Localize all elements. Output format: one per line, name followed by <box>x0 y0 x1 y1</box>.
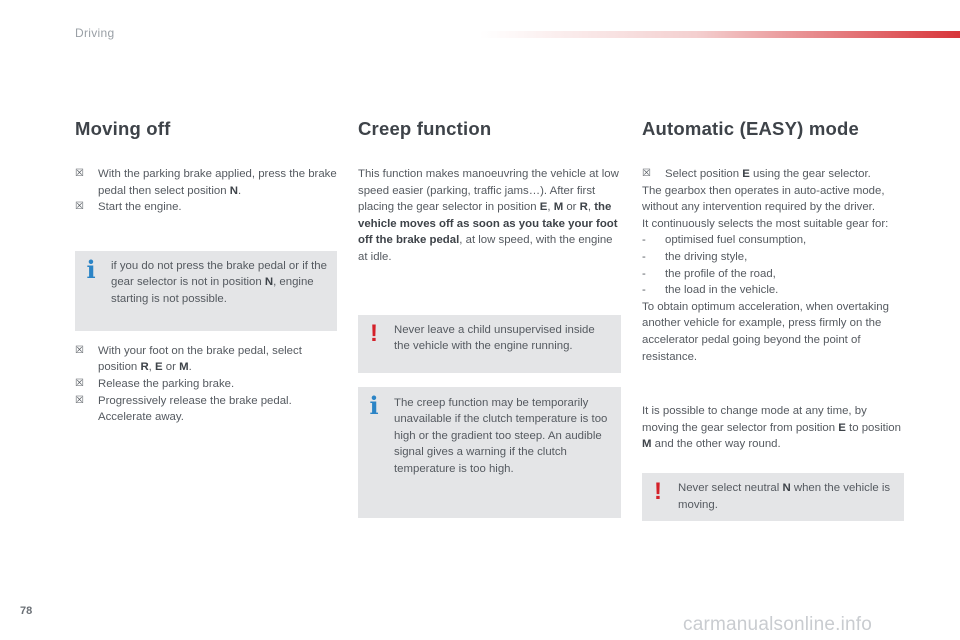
list-item: - optimised fuel consumption, <box>642 234 807 247</box>
moving-off-steps-b <box>75 343 337 426</box>
creep-function-title: Creep function <box>358 118 492 139</box>
moving-off-section <box>75 118 337 426</box>
easy-mode-criteria-list <box>642 232 904 298</box>
warning-note-box: ! Never leave a child unsupervised inside the vehicle with the engine running. <box>358 315 621 373</box>
list-item: ☒ Start the engine. <box>75 199 337 216</box>
creep-function-section <box>358 118 621 518</box>
info-note-box: i if you do not press the brake pedal or if the gear selector is not in position N, engine starting is not possible. <box>75 251 337 331</box>
creep-function-body: This function makes manoeuvring the vehicle at low speed easier (parking, traffic jams…). After first placing the gear selector in position E, M or R, the vehicle moves off as soon as you take your foot off the brake pedal, at low speed, with the engine at idle. <box>358 168 619 263</box>
info-icon: i <box>369 390 379 420</box>
easy-mode-para3: To obtain optimum acceleration, when overtaking another vehicle for example, press firmly on the accelerator pedal going beyond the point of resistance. <box>642 300 889 363</box>
checkbox-bullet-icon: ☒ <box>75 394 84 406</box>
list-item: - the driving style, <box>642 250 748 263</box>
easy-mode-section <box>642 118 904 521</box>
list-item: ☒ With the parking brake applied, press the brake pedal then select position N. <box>75 168 337 197</box>
easy-mode-para1: The gearbox then operates in auto-active mode, without any intervention required by the driver. <box>642 184 885 214</box>
easy-mode-para4: It is possible to change mode at any time, by moving the gear selector from position E to position M and the other way round. <box>642 405 901 451</box>
easy-mode-title: Automatic (EASY) mode <box>642 118 859 139</box>
info-icon: i <box>86 254 96 284</box>
page-number: 78 <box>20 605 33 617</box>
checkbox-bullet-icon: ☒ <box>642 168 651 179</box>
moving-off-title: Moving off <box>75 118 171 139</box>
easy-mode-step <box>642 166 904 183</box>
header-accent-bar <box>480 31 960 38</box>
list-item: ☒ Release the parking brake. <box>75 376 337 393</box>
list-item: ☒ With your foot on the brake pedal, select position R, E or M. <box>75 344 302 374</box>
watermark: carmanualsonline.info <box>683 614 873 635</box>
list-item: ☒ Select position E using the gear selector. <box>642 166 904 183</box>
info-note-box: i The creep function may be temporarily unavailable if the clutch temperature is too high or the gradient too steep. An audible signal gives a warning if the clutch temperature is too high. <box>358 387 621 518</box>
checkbox-bullet-icon: ☒ <box>75 344 84 356</box>
list-item: - the load in the vehicle. <box>642 284 779 297</box>
easy-mode-para2: It continuously selects the most suitable gear for: <box>642 217 889 230</box>
checkbox-bullet-icon: ☒ <box>75 377 84 389</box>
section-header: Driving <box>75 26 115 40</box>
warning-icon: ! <box>654 477 662 505</box>
list-item: - the profile of the road, <box>642 267 776 280</box>
warning-icon: ! <box>370 319 378 347</box>
checkbox-bullet-icon: ☒ <box>75 201 84 213</box>
list-item: ☒ Progressively release the brake pedal. Accelerate away. <box>75 394 292 424</box>
checkbox-bullet-icon: ☒ <box>75 168 84 179</box>
moving-off-steps-a <box>75 166 337 216</box>
warning-note-box: ! Never select neutral N when the vehicle is moving. <box>642 473 904 521</box>
